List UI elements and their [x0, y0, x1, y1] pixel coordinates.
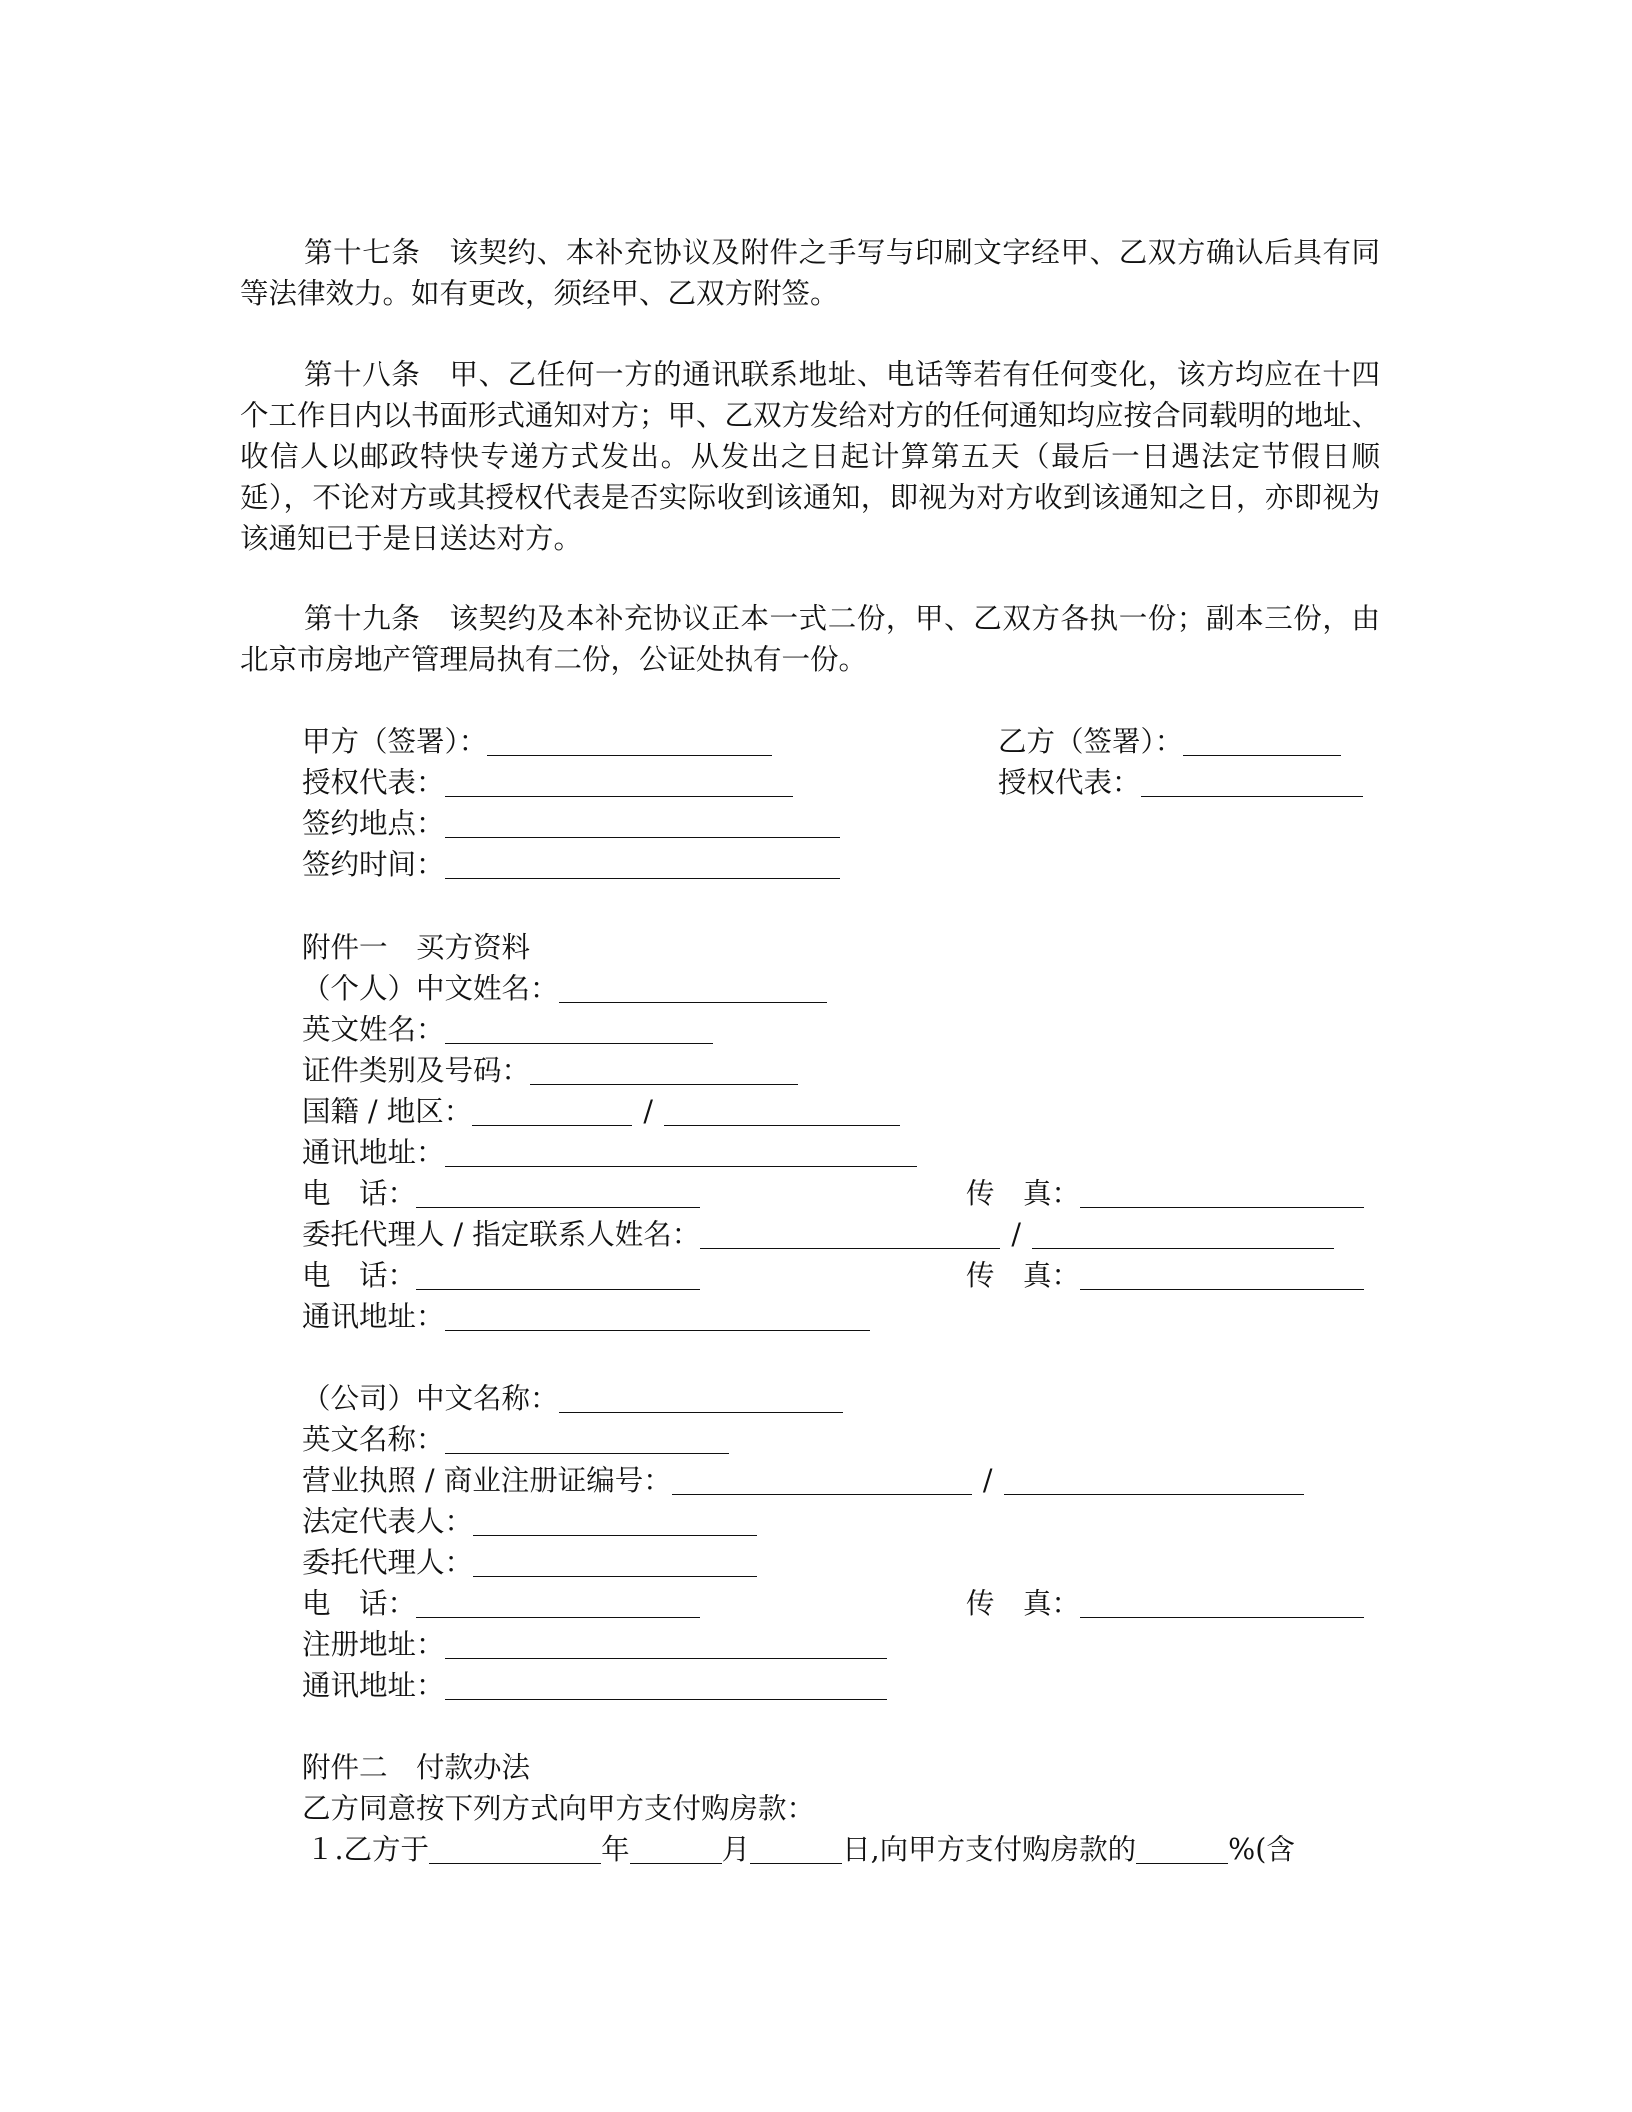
payment-month-label: 月 [721, 1833, 751, 1866]
payment-month-field[interactable] [630, 1835, 722, 1864]
ind-en-name-label: 英文姓名： [302, 1013, 445, 1046]
ind-address-label: 通讯地址： [302, 1136, 445, 1169]
co-fax-field[interactable] [1080, 1589, 1364, 1618]
ind-en-name-row [302, 1010, 713, 1050]
co-cn-name-label: （公司）中文名称： [302, 1382, 559, 1415]
article-19: 第十九条 该契约及本补充协议正本一式二份，甲、乙双方各执一份；副本三份，由北京市房地产管理局执有二份，公证处执有一份。 [240, 602, 1380, 676]
ind-en-name-field[interactable] [445, 1015, 713, 1044]
article-17: 第十七条 该契约、本补充协议及附件之手写与印刷文字经甲、乙双方确认后具有同等法律效力。如有更改，须经甲、乙双方附签。 [240, 236, 1380, 310]
co-phone-field[interactable] [416, 1589, 700, 1618]
ind-phone-row [302, 1174, 700, 1214]
ind-phone-label: 电 话： [302, 1177, 417, 1210]
annex2-title: 附件二 付款办法 [302, 1751, 531, 1784]
payment-year-label: 年 [601, 1833, 630, 1866]
ind-address-row [302, 1133, 917, 1173]
ind-agent-label: 委托代理人 / 指定联系人姓名： [302, 1218, 701, 1251]
sign-place-label: 签约地点： [302, 807, 445, 840]
party-b-rep-label: 授权代表： [998, 766, 1141, 799]
ind-fax-row [966, 1174, 1364, 1214]
ind-nationality-slash: / [643, 1095, 654, 1128]
co-agent-row [302, 1543, 757, 1583]
ind-cn-name-label: （个人）中文姓名： [302, 972, 559, 1005]
party-b-sign-row [998, 722, 1341, 762]
ind-phone2-field[interactable] [416, 1261, 700, 1290]
co-phone-row [302, 1584, 700, 1624]
co-address-label: 通讯地址： [302, 1669, 445, 1702]
co-fax-label: 传 真： [966, 1587, 1081, 1620]
payment-day-label: 日,向甲方支付购房款的 [842, 1833, 1137, 1866]
ind-nationality-field[interactable] [472, 1097, 632, 1126]
party-b-sign-field[interactable] [1183, 727, 1341, 756]
ind-nationality-label: 国籍 / 地区： [302, 1095, 473, 1128]
sign-time-field[interactable] [445, 850, 840, 879]
co-agent-field[interactable] [473, 1548, 757, 1577]
payment-year-field[interactable] [429, 1835, 601, 1864]
ind-id-label: 证件类别及号码： [302, 1054, 531, 1087]
co-registration-field[interactable] [1004, 1466, 1304, 1495]
payment-item1-prefix: １.乙方于 [306, 1833, 430, 1866]
party-a-rep-label: 授权代表： [302, 766, 445, 799]
party-b-rep-field[interactable] [1141, 768, 1363, 797]
party-a-sign-label: 甲方（签署）： [302, 725, 488, 758]
ind-phone-field[interactable] [416, 1179, 700, 1208]
party-a-rep-row [302, 763, 793, 803]
co-address-row [302, 1666, 887, 1706]
ind-agent-row [302, 1215, 1334, 1255]
co-agent-label: 委托代理人： [302, 1546, 474, 1579]
ind-cn-name-row [302, 969, 827, 1009]
ind-fax-label: 传 真： [966, 1177, 1081, 1210]
co-reg-address-field[interactable] [445, 1630, 887, 1659]
ind-cn-name-field[interactable] [559, 974, 827, 1003]
ind-phone2-row [302, 1256, 700, 1296]
co-license-label: 营业执照 / 商业注册证编号： [302, 1464, 672, 1497]
co-en-name-label: 英文名称： [302, 1423, 445, 1456]
party-a-sign-field[interactable] [487, 727, 772, 756]
sign-place-field[interactable] [445, 809, 840, 838]
ind-address-field[interactable] [445, 1138, 917, 1167]
co-en-name-row [302, 1420, 729, 1460]
sign-time-label: 签约时间： [302, 848, 445, 881]
co-reg-address-row [302, 1625, 887, 1665]
co-address-field[interactable] [445, 1671, 887, 1700]
co-license-slash: / [982, 1464, 993, 1497]
co-license-field[interactable] [672, 1466, 972, 1495]
co-legal-rep-label: 法定代表人： [302, 1505, 474, 1538]
annex1-title: 附件一 买方资料 [302, 931, 531, 964]
co-reg-address-label: 注册地址： [302, 1628, 445, 1661]
ind-fax2-row [966, 1256, 1364, 1296]
ind-region-field[interactable] [664, 1097, 900, 1126]
co-legal-rep-row [302, 1502, 757, 1542]
co-phone-label: 电 话： [302, 1587, 417, 1620]
ind-contact-field[interactable] [1032, 1220, 1334, 1249]
ind-nationality-row [302, 1092, 900, 1132]
co-cn-name-field[interactable] [559, 1384, 843, 1413]
ind-agent-field[interactable] [700, 1220, 1000, 1249]
ind-address2-field[interactable] [445, 1302, 870, 1331]
sign-place-row [302, 804, 840, 844]
ind-address2-row [302, 1297, 870, 1337]
ind-address2-label: 通讯地址： [302, 1300, 445, 1333]
ind-agent-slash: / [1011, 1218, 1022, 1251]
payment-item-1 [306, 1830, 1295, 1870]
payment-day-field[interactable] [750, 1835, 842, 1864]
ind-fax2-label: 传 真： [966, 1259, 1081, 1292]
ind-id-row [302, 1051, 798, 1091]
ind-fax2-field[interactable] [1080, 1261, 1364, 1290]
co-cn-name-row [302, 1379, 843, 1419]
party-a-sign-row [302, 722, 772, 762]
article-18: 第十八条 甲、乙任何一方的通讯联系地址、电话等若有任何变化，该方均应在十四个工作日内以书面形式通知对方；甲、乙双方发给对方的任何通知均应按合同载明的地址、收信人以邮政特快专递方式发出。从发出之日起计算第五天（最后一日遇法定节假日顺延），不论对方或其授权代表是否实际收到该通知，即视为对方收到该通知之日，亦即视为该通知已于是日送达对方。 [240, 358, 1381, 555]
payment-percent-label: %(含 [1228, 1833, 1295, 1866]
co-en-name-field[interactable] [445, 1425, 729, 1454]
party-a-rep-field[interactable] [445, 768, 793, 797]
annex2-intro: 乙方同意按下列方式向甲方支付购房款： [302, 1792, 816, 1825]
payment-percent-field[interactable] [1136, 1835, 1228, 1864]
ind-fax-field[interactable] [1080, 1179, 1364, 1208]
party-b-rep-row [998, 763, 1363, 803]
co-legal-rep-field[interactable] [473, 1507, 757, 1536]
co-fax-row [966, 1584, 1364, 1624]
sign-time-row [302, 845, 840, 885]
ind-phone2-label: 电 话： [302, 1259, 417, 1292]
ind-id-field[interactable] [530, 1056, 798, 1085]
party-b-sign-label: 乙方（签署）： [998, 725, 1184, 758]
co-license-row [302, 1461, 1304, 1501]
